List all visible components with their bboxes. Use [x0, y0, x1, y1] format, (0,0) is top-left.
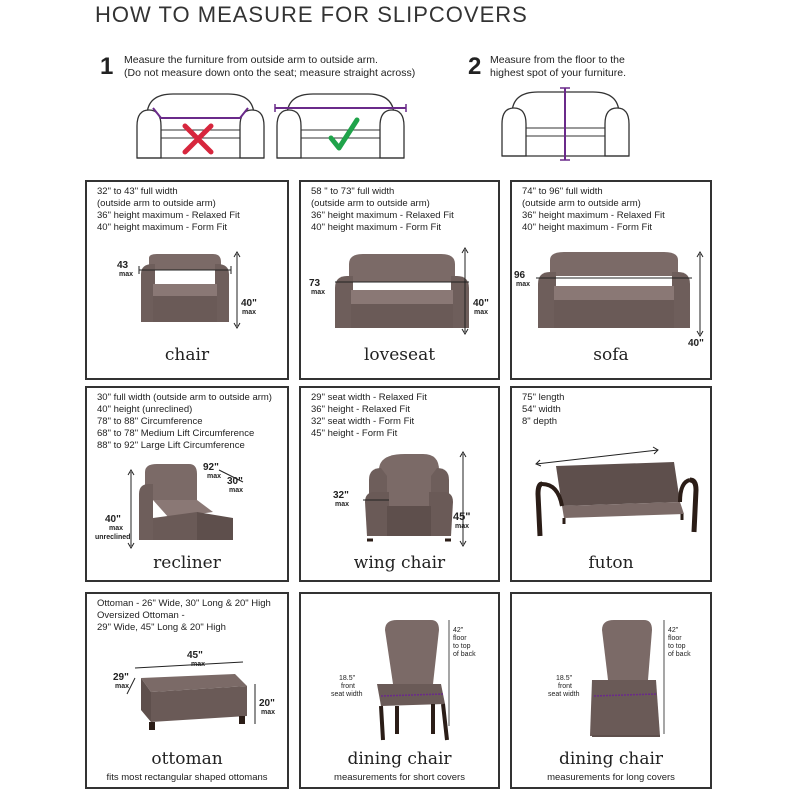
- panel-ottoman: [85, 592, 289, 789]
- loveseat-specs: [311, 186, 454, 234]
- recliner-width-max: max: [207, 473, 222, 480]
- recliner-name: recliner: [153, 553, 221, 573]
- dining-short-height-line-1: 42": [453, 627, 464, 634]
- panel-futon: [510, 386, 712, 582]
- sofa-height-label: 40": [688, 338, 704, 348]
- spec-line: 45" height - Form Fit: [311, 428, 398, 439]
- ottoman-sub: fits most rectangular shaped ottomans: [106, 772, 268, 783]
- chair-width-max: max: [119, 271, 134, 278]
- spec-line: 40" height maximum - Form Fit: [311, 222, 442, 233]
- dining-short-sub: measurements for short covers: [334, 772, 465, 783]
- recliner-depth-label: 30": [227, 476, 243, 487]
- ottoman-specs: [97, 598, 271, 634]
- wing-chair-height-label: 45": [453, 511, 471, 523]
- spec-line: 54" width: [522, 404, 561, 415]
- spec-line: 40" height (unreclined): [97, 404, 193, 415]
- ottoman-width-label: 29": [113, 672, 129, 683]
- loveseat-name: loveseat: [363, 345, 436, 365]
- spec-line: (outside arm to outside arm): [311, 198, 430, 209]
- dining-short-name: dining chair: [347, 749, 452, 769]
- dining-long-height-line-4: of back: [668, 651, 691, 658]
- sofa-width-max: max: [516, 281, 531, 288]
- chair-specs: [97, 186, 240, 234]
- spec-line: 74" to 96" full width: [522, 186, 603, 197]
- ottoman-width-max: max: [115, 683, 130, 690]
- spec-line: 36" height maximum - Relaxed Fit: [97, 210, 240, 221]
- wing-chair-illustration: [329, 450, 489, 550]
- dining-long-name: dining chair: [558, 749, 664, 769]
- spec-line: 29" seat width - Relaxed Fit: [311, 392, 427, 403]
- step-2-number: 2: [468, 53, 482, 80]
- loveseat-height-max: max: [474, 309, 489, 316]
- dining-short-width-line-3: seat width: [331, 691, 363, 698]
- loveseat-illustration: [307, 246, 497, 336]
- recliner-depth-max: max: [229, 487, 244, 494]
- panel-chair: [85, 180, 289, 380]
- step-2-line-2: highest spot of your furniture.: [490, 67, 626, 79]
- spec-line: 88" to 92" Large Lift Circumference: [97, 440, 245, 451]
- loveseat-width-label: 73: [309, 278, 321, 289]
- ottoman-height-label: 20": [259, 698, 275, 709]
- recliner-specs: [97, 392, 272, 452]
- wing-chair-width-label: 32": [333, 490, 349, 501]
- dining-long-sub: measurements for long covers: [547, 772, 675, 783]
- step-1-line-2: (Do not measure down onto the seat; measure straight across): [124, 67, 416, 79]
- sofa-name: sofa: [593, 345, 629, 365]
- wing-chair-name: wing chair: [353, 553, 446, 573]
- sofa-outline-wrong: [133, 86, 268, 164]
- futon-specs: [522, 392, 564, 428]
- spec-line: 36" height maximum - Relaxed Fit: [311, 210, 454, 221]
- loveseat-width-max: max: [311, 289, 326, 296]
- dining-long-illustration: [532, 616, 708, 744]
- dining-short-width-line-1: 18.5": [339, 675, 356, 682]
- spec-line: 30" full width (outside arm to outside arm): [97, 392, 272, 403]
- ottoman-length-label: 45": [187, 650, 203, 661]
- panel-sofa: [510, 180, 712, 380]
- ottoman-height-max: max: [261, 709, 276, 716]
- wing-chair-width-max: max: [335, 501, 350, 508]
- chair-height-max: max: [242, 309, 257, 316]
- dining-long-width-line-2: front: [558, 683, 573, 690]
- panel-wing-chair: [299, 386, 500, 582]
- spec-line: (outside arm to outside arm): [97, 198, 216, 209]
- dining-short-illustration: [321, 616, 491, 744]
- dining-short-height-line-3: to top: [453, 643, 471, 650]
- spec-line: 29" Wide, 45" Long & 20" High: [97, 622, 226, 633]
- futon-name: futon: [588, 553, 634, 573]
- spec-line: 40" height maximum - Form Fit: [97, 222, 228, 233]
- spec-line: Oversized Ottoman -: [97, 610, 185, 621]
- chair-name: chair: [164, 345, 210, 365]
- chair-height-label: 40": [241, 298, 257, 309]
- dining-long-height-line-2: floor: [668, 635, 682, 642]
- panel-dining-long: [510, 592, 712, 789]
- panel-loveseat: [299, 180, 500, 380]
- sofa-width-label: 96: [514, 270, 526, 281]
- wing-chair-specs: [311, 392, 427, 440]
- chair-illustration: [117, 250, 257, 330]
- dining-long-height-line-1: 42": [668, 627, 679, 634]
- dining-long-height-line-3: to top: [668, 643, 686, 650]
- step-2-text: [490, 54, 626, 80]
- recliner-width-label: 92": [203, 462, 219, 473]
- sofa-specs: [522, 186, 665, 234]
- recliner-height-label: 40": [105, 514, 121, 525]
- recliner-illustration: [93, 460, 283, 556]
- step-1-text: [124, 54, 415, 80]
- spec-line: (outside arm to outside arm): [522, 198, 641, 209]
- dining-long-width-line-1: 18.5": [556, 675, 573, 682]
- recliner-height-max: max: [109, 525, 124, 532]
- step-1-line-1: Measure the furniture from outside arm to outside arm.: [124, 54, 378, 66]
- step-1-number: 1: [100, 53, 114, 80]
- panel-dining-short: [299, 592, 500, 789]
- sofa-outline-correct: [273, 86, 408, 164]
- panel-recliner: [85, 386, 289, 582]
- spec-line: 78" to 88" Circumference: [97, 416, 203, 427]
- spec-line: 8" depth: [522, 416, 558, 427]
- spec-line: 32" to 43" full width: [97, 186, 178, 197]
- spec-line: 68" to 78" Medium Lift Circumference: [97, 428, 255, 439]
- spec-line: 75" length: [522, 392, 565, 403]
- step-2-line-1: Measure from the floor to the: [490, 54, 625, 66]
- loveseat-height-label: 40": [473, 298, 489, 309]
- futon-illustration: [528, 444, 704, 544]
- spec-line: Ottoman - 26" Wide, 30" Long & 20" High: [97, 598, 271, 609]
- spec-line: 36" height maximum - Relaxed Fit: [522, 210, 665, 221]
- sofa-illustration: [514, 248, 712, 348]
- dining-short-width-line-2: front: [341, 683, 356, 690]
- ottoman-illustration: [105, 648, 285, 738]
- page-title: HOW TO MEASURE FOR SLIPCOVERS: [95, 2, 528, 27]
- dining-short-height-line-2: floor: [453, 635, 467, 642]
- recliner-unreclined: unreclined: [95, 534, 131, 541]
- wing-chair-height-max: max: [455, 523, 470, 530]
- chair-width-label: 43: [117, 260, 129, 271]
- sofa-outline-height: [498, 84, 633, 164]
- spec-line: 40" height maximum - Form Fit: [522, 222, 653, 233]
- dining-short-height-line-4: of back: [453, 651, 476, 658]
- spec-line: 36" height - Relaxed Fit: [311, 404, 410, 415]
- ottoman-name: ottoman: [151, 749, 223, 769]
- spec-line: 58 " to 73" full width: [311, 186, 395, 197]
- spec-line: 32" seat width - Form Fit: [311, 416, 415, 427]
- dining-long-width-line-3: seat width: [548, 691, 580, 698]
